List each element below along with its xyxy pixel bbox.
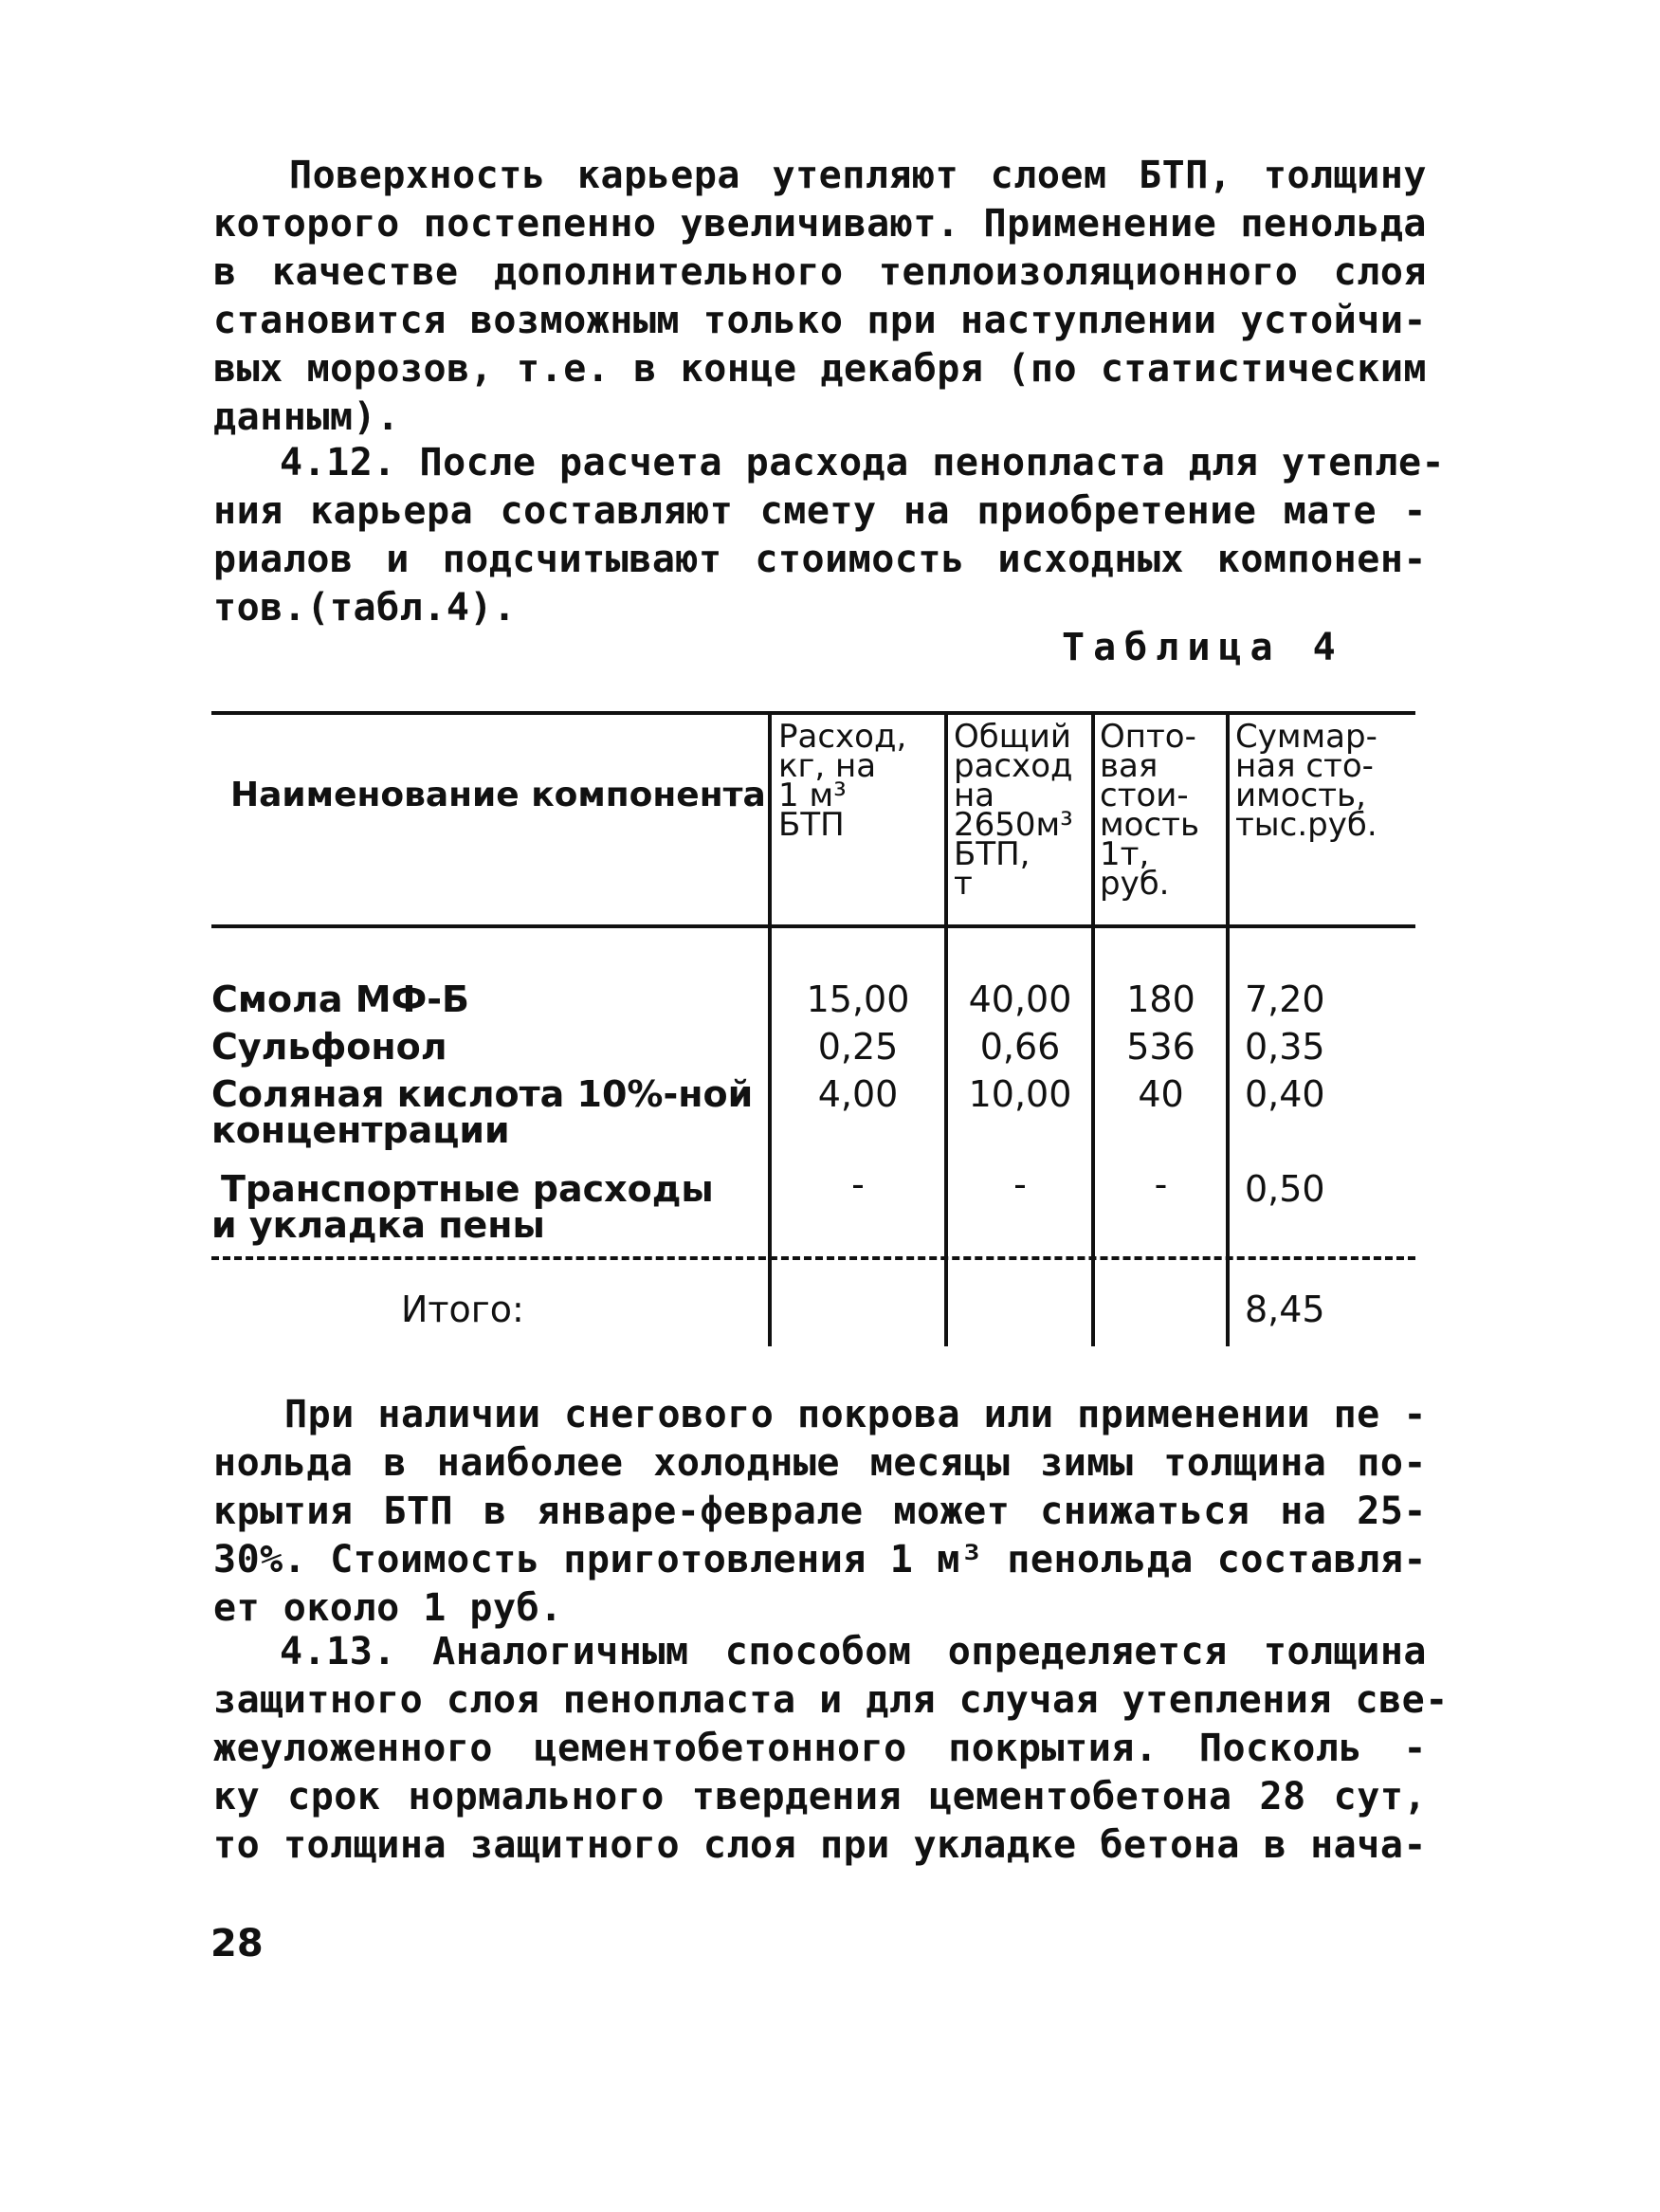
text-line: то толщина защитного слоя при укладке бетона в нача- xyxy=(213,1823,1427,1867)
header-text: Общий xyxy=(954,718,1071,756)
header-text: 1т, xyxy=(1100,835,1150,873)
row-label: Соляная кислота 10%-ной xyxy=(211,1073,754,1115)
table-cell: - xyxy=(1013,1163,1027,1205)
table-cell: - xyxy=(851,1163,865,1205)
table-cell: 536 xyxy=(1126,1026,1195,1068)
row-label: Смола МФ-Б xyxy=(211,978,469,1020)
header-text: Расход, xyxy=(778,718,907,756)
column-divider xyxy=(1091,711,1095,1346)
row-label: Транспортные расходы xyxy=(221,1168,714,1210)
text-line: При наличии снегового покрова или применении пе - xyxy=(284,1393,1427,1436)
table-cell: 10,00 xyxy=(968,1073,1072,1115)
header-text: кг, на xyxy=(778,747,877,785)
header-wholesale-cost xyxy=(1100,718,1199,903)
header-text: имость, xyxy=(1235,777,1366,814)
cost-table xyxy=(211,711,1415,1356)
page-number: 28 xyxy=(210,1922,264,1965)
paragraph-surface-insulation xyxy=(213,152,1427,442)
header-consumption-per-m3 xyxy=(778,718,907,844)
table-top-rule xyxy=(211,711,1415,715)
table-cell: 0,50 xyxy=(1245,1168,1325,1210)
table-cell: 0,25 xyxy=(817,1026,899,1068)
text-line: 30%. Стоимость приготовления 1 м³ пенольда составля- xyxy=(213,1538,1427,1581)
table-cell: 0,40 xyxy=(1245,1073,1325,1115)
header-text: БТП xyxy=(778,806,845,844)
table-row-name xyxy=(211,1168,714,1246)
header-text: ная сто- xyxy=(1235,747,1374,785)
text-line: нольда в наиболее холодные месяцы зимы толщина по- xyxy=(213,1441,1427,1485)
header-text: вая xyxy=(1100,747,1158,785)
table-caption: Таблица 4 xyxy=(1062,626,1344,669)
text-line: риалов и подсчитывают стоимость исходных компонен- xyxy=(213,538,1427,581)
text-line: которого постепенно увеличивают. Применение пенольда xyxy=(213,202,1427,246)
table-cell: 4,00 xyxy=(817,1073,899,1115)
total-label: Итого: xyxy=(401,1289,524,1330)
text-line: ния карьера составляют смету на приобретение мате - xyxy=(213,489,1427,533)
total-separator xyxy=(211,1256,1415,1260)
column-divider xyxy=(1226,711,1230,1346)
header-text: на xyxy=(954,777,995,814)
total-value: 8,45 xyxy=(1245,1289,1325,1330)
text-line: становится возможным только при наступлении устойчи- xyxy=(213,299,1427,342)
table-cell: 15,00 xyxy=(806,978,910,1020)
header-text: Опто- xyxy=(1100,718,1196,756)
table-cell: 7,20 xyxy=(1245,978,1325,1020)
text-line: ет около 1 руб. xyxy=(213,1586,563,1630)
row-label: Сульфонол xyxy=(211,1026,447,1068)
header-text: мость xyxy=(1100,806,1199,844)
header-total-cost xyxy=(1235,718,1377,844)
header-text: БТП, xyxy=(954,835,1031,873)
paragraph-snow-cover xyxy=(213,1391,1427,1633)
table-cell: 180 xyxy=(1126,978,1195,1020)
header-text: тыс.руб. xyxy=(1235,806,1377,844)
text-line: 4.12. После расчета расхода пенопласта для утепле- xyxy=(280,441,1446,484)
text-line: в качестве дополнительного теплоизоляционного слоя xyxy=(213,250,1427,294)
header-total-consumption xyxy=(954,718,1073,903)
header-text: расход xyxy=(954,747,1073,785)
text-line: Поверхность карьера утепляют слоем БТП, толщину xyxy=(289,154,1427,197)
text-line: вых морозов, т.е. в конце декабря (по статистическим xyxy=(213,347,1427,391)
table-cell: - xyxy=(1154,1163,1168,1205)
table-row-name xyxy=(211,1026,447,1068)
table-cell: 0,35 xyxy=(1245,1026,1325,1068)
column-divider xyxy=(944,711,948,1346)
text-line: данным). xyxy=(213,395,400,439)
header-component-name: Наименование компонента xyxy=(230,776,766,814)
text-line: ку срок нормального твердения цементобетона 28 сут, xyxy=(213,1775,1427,1819)
table-row-name xyxy=(211,978,469,1020)
header-text: руб. xyxy=(1100,865,1170,903)
row-label: концентрации xyxy=(211,1109,510,1151)
table-header-rule xyxy=(211,924,1415,928)
table-cell: 40,00 xyxy=(968,978,1072,1020)
text-line: 4.13. Аналогичным способом определяется толщина xyxy=(280,1630,1427,1673)
header-text: Суммар- xyxy=(1235,718,1377,756)
header-text: стои- xyxy=(1100,777,1189,814)
header-text: 2650м³ xyxy=(954,806,1073,844)
header-text: 1 м³ xyxy=(778,777,847,814)
column-divider xyxy=(768,711,772,1346)
text-line: тов.(табл.4). xyxy=(213,586,517,630)
text-line: жеуложенного цементобетонного покрытия. Посколь - xyxy=(213,1727,1427,1770)
table-row-name xyxy=(211,1073,754,1151)
text-line: крытия БТП в январе-феврале может снижаться на 25- xyxy=(213,1490,1427,1533)
paragraph-4-12 xyxy=(213,439,1446,632)
paragraph-4-13 xyxy=(213,1628,1449,1870)
row-label: и укладка пены xyxy=(211,1204,545,1246)
table-cell: 40 xyxy=(1138,1073,1184,1115)
table-cell: 0,66 xyxy=(979,1026,1061,1068)
header-text: т xyxy=(954,865,973,903)
text-line: защитного слоя пенопласта и для случая утепления све- xyxy=(213,1678,1449,1722)
